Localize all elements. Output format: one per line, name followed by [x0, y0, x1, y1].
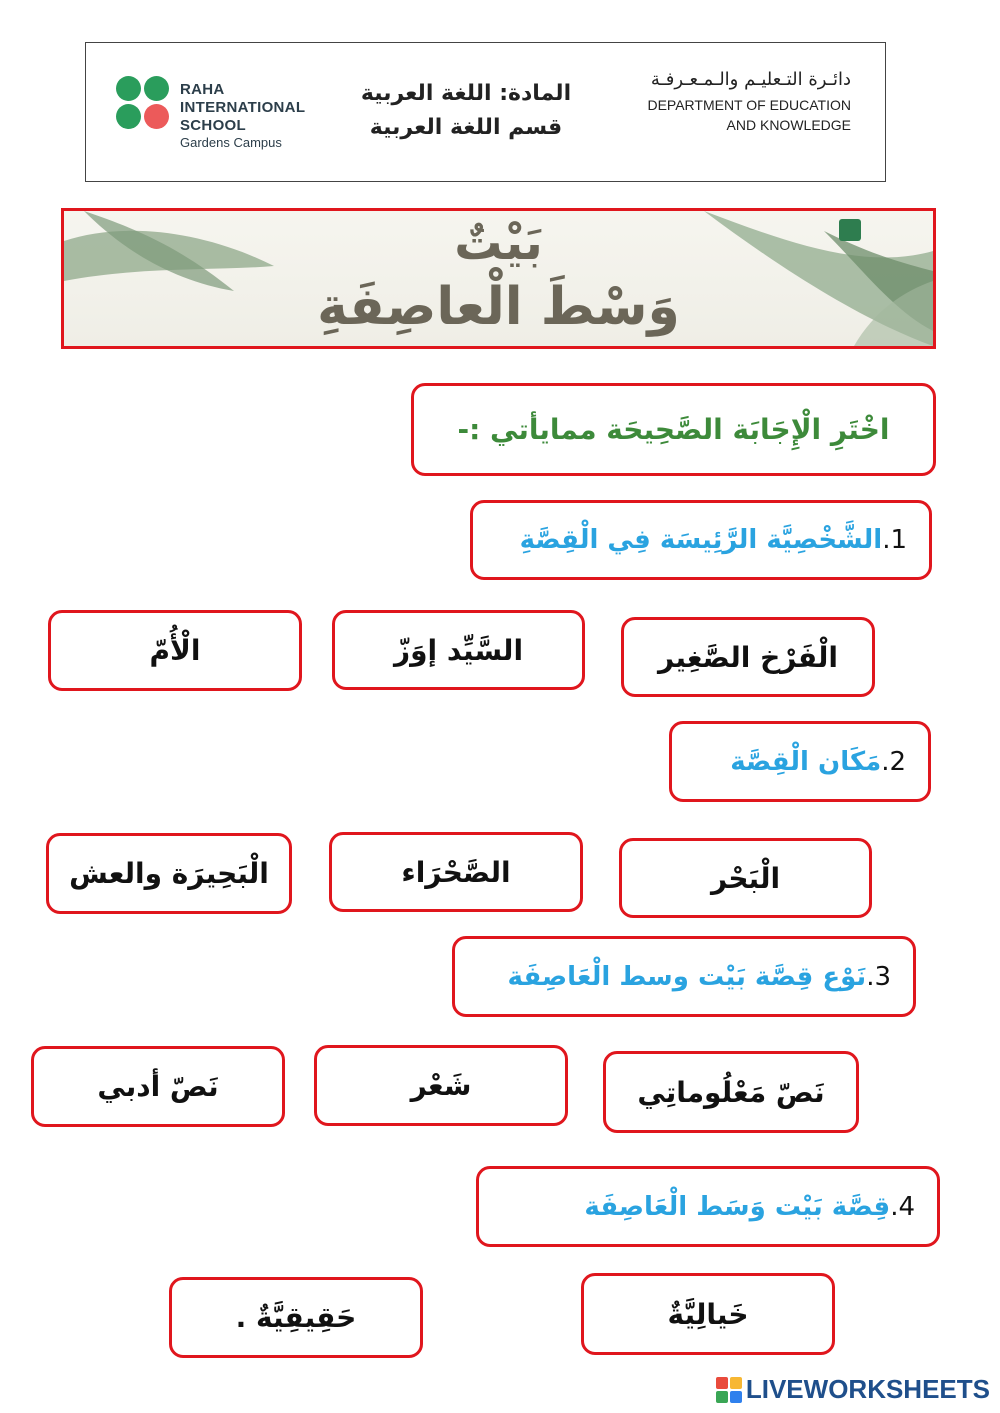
- answer-option[interactable]: شَعْر: [314, 1045, 568, 1126]
- story-title-banner: [61, 208, 936, 349]
- question-2: [669, 721, 931, 802]
- department-name-arabic: دائـرة التـعليـم والـمـعـرفـة: [650, 69, 851, 90]
- question-number: 1.: [882, 525, 907, 555]
- answer-option[interactable]: الْفَرْخ الصَّغِير: [621, 617, 875, 697]
- department-name-english: DEPARTMENT OF EDUCATION AND KNOWLEDGE: [647, 97, 851, 133]
- answer-option[interactable]: الْبَحْر: [619, 838, 872, 918]
- banner-title-line2: وَسْطَ الْعاصِفَةِ: [317, 277, 680, 337]
- answer-option[interactable]: خَيالِيَّةٌ: [581, 1273, 835, 1355]
- question-text: نَوْع قِصَّة بَيْت وسط الْعَاصِفَة: [507, 961, 867, 992]
- school-campus: Gardens Campus: [180, 135, 282, 150]
- answer-option[interactable]: نَصّ أدبي: [31, 1046, 285, 1127]
- worksheet-header: [85, 42, 886, 182]
- answer-option[interactable]: السَّيِّد إوَزّ: [332, 610, 585, 690]
- liveworksheets-brand: LIVEWORKSHEETS: [745, 1374, 990, 1404]
- school-logo-icon: [116, 76, 172, 132]
- banner-title-line1: بَيْتٌ: [454, 215, 543, 271]
- liveworksheets-logo: [716, 1374, 990, 1405]
- question-1: [470, 500, 932, 580]
- subject-title: المادة: اللغة العربية قسم اللغة العربية: [360, 81, 572, 140]
- answer-option[interactable]: حَقِيقِيَّةٌ .: [169, 1277, 423, 1358]
- question-number: 2.: [881, 746, 906, 777]
- question-3: [452, 936, 916, 1017]
- question-text: مَكَان الْقِصَّة: [730, 746, 882, 777]
- school-name: RAHA INTERNATIONAL SCHOOL: [180, 81, 306, 134]
- answer-option[interactable]: الصَّحْرَاء: [329, 832, 583, 912]
- question-number: 4.: [890, 1191, 915, 1222]
- question-text: الشَّخْصِيَّة الرَّئِيسَة فِي الْقِصَّةِ: [519, 525, 883, 555]
- question-text: قِصَّة بَيْت وَسَط الْعَاصِفَة: [584, 1191, 891, 1222]
- instruction-box: اخْتَرِ الْإِجَابَة الصَّحِيحَة ممايأتي :-: [411, 383, 936, 476]
- question-number: 3.: [866, 961, 891, 992]
- liveworksheets-logo-icon: [716, 1377, 742, 1403]
- question-4: [476, 1166, 940, 1247]
- answer-option[interactable]: الْبَحِيرَة والعش: [46, 833, 292, 914]
- answer-option[interactable]: الْأُمّ: [48, 610, 302, 691]
- answer-option[interactable]: نَصّ مَعْلُوماتِي: [603, 1051, 859, 1133]
